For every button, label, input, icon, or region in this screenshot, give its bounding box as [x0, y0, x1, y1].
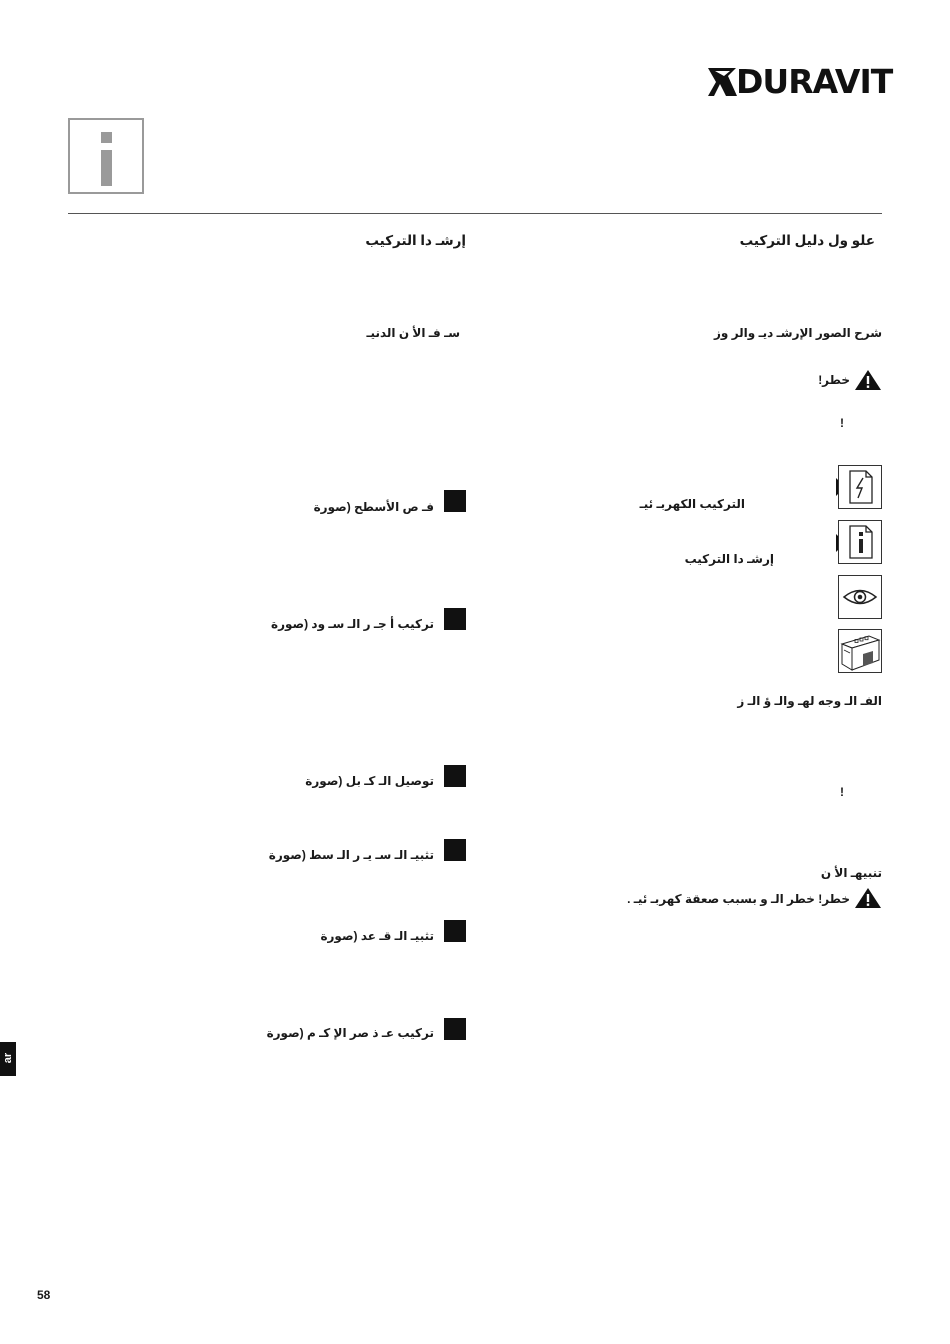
- legend-label-electrical: التركيب الكهربـ ئيـ: [639, 497, 745, 511]
- exclamation-mark: !: [840, 416, 844, 430]
- info-icon-bar: [101, 150, 112, 186]
- step-marker: [444, 839, 466, 861]
- info-icon: [68, 118, 144, 194]
- brand-name: DURAVIT: [736, 62, 893, 101]
- step-marker: [444, 920, 466, 942]
- step-label: تثبيـ الـ قـ عد (صورة: [320, 929, 434, 943]
- duravit-logo: [706, 62, 893, 102]
- step-label: تثبيـ الـ سـ يـ ر الـ سط (صورة: [268, 848, 434, 862]
- legend-icon-box: [838, 629, 882, 673]
- step-label: توصيل الـ كـ بل (صورة: [305, 774, 434, 788]
- warning-triangle-icon: [854, 887, 882, 909]
- legend-icon-electrical: [838, 465, 882, 509]
- right-column-title: علو ول دليل التركيب: [739, 233, 875, 248]
- legend-label-installation: إرشـ دا التركيب: [684, 552, 774, 566]
- legend-icon-installation: [838, 520, 882, 564]
- step-marker: [444, 608, 466, 630]
- installation-info-icon: [839, 521, 881, 563]
- info-icon-dot: [101, 132, 112, 143]
- language-tab-label: ar: [2, 1052, 14, 1064]
- page-number: 58: [37, 1288, 51, 1302]
- step-marker: [444, 1018, 466, 1040]
- target-group-heading: الفـ الـ وجه لهـ والـ ؤ الـ ز: [737, 694, 882, 708]
- left-column-title: إرشـ دا التركيب: [365, 233, 466, 248]
- step-label: تركيب عـ ذ صر الإ كـ م (صورة: [266, 1026, 434, 1040]
- duravit-emblem-icon: [706, 62, 740, 102]
- danger-label: خطر!: [818, 373, 850, 387]
- explanation-subtitle: شرح الصور الإرشـ ديـ والر وز: [714, 326, 882, 340]
- electric-warning-row: [622, 887, 882, 909]
- legend-icon-visual: [838, 575, 882, 619]
- language-tab: [0, 1042, 16, 1076]
- visual-check-icon: [839, 576, 881, 618]
- step-label: تركيب أ جـ ر الـ سـ ود (صورة: [270, 617, 434, 631]
- header-divider: [68, 213, 882, 214]
- electric-warning-text: خطر! خطر الـ و بسبب صعقة كهربـ ئيـ .: [627, 892, 850, 906]
- safety-notes-heading: تنبيهـ الأ ن: [820, 866, 882, 880]
- step-marker: [444, 490, 466, 512]
- electrical-plan-icon: [839, 466, 881, 508]
- accessory-box-icon: [839, 630, 881, 672]
- step-marker: [444, 765, 466, 787]
- min-safety-distance-heading: سـ فـ الأ ن الدنيـ: [366, 326, 460, 340]
- danger-row: [732, 369, 882, 391]
- warning-triangle-icon: [854, 369, 882, 391]
- exclamation-mark: !: [840, 785, 844, 799]
- step-label: فـ ص الأسطح (صورة: [313, 500, 434, 514]
